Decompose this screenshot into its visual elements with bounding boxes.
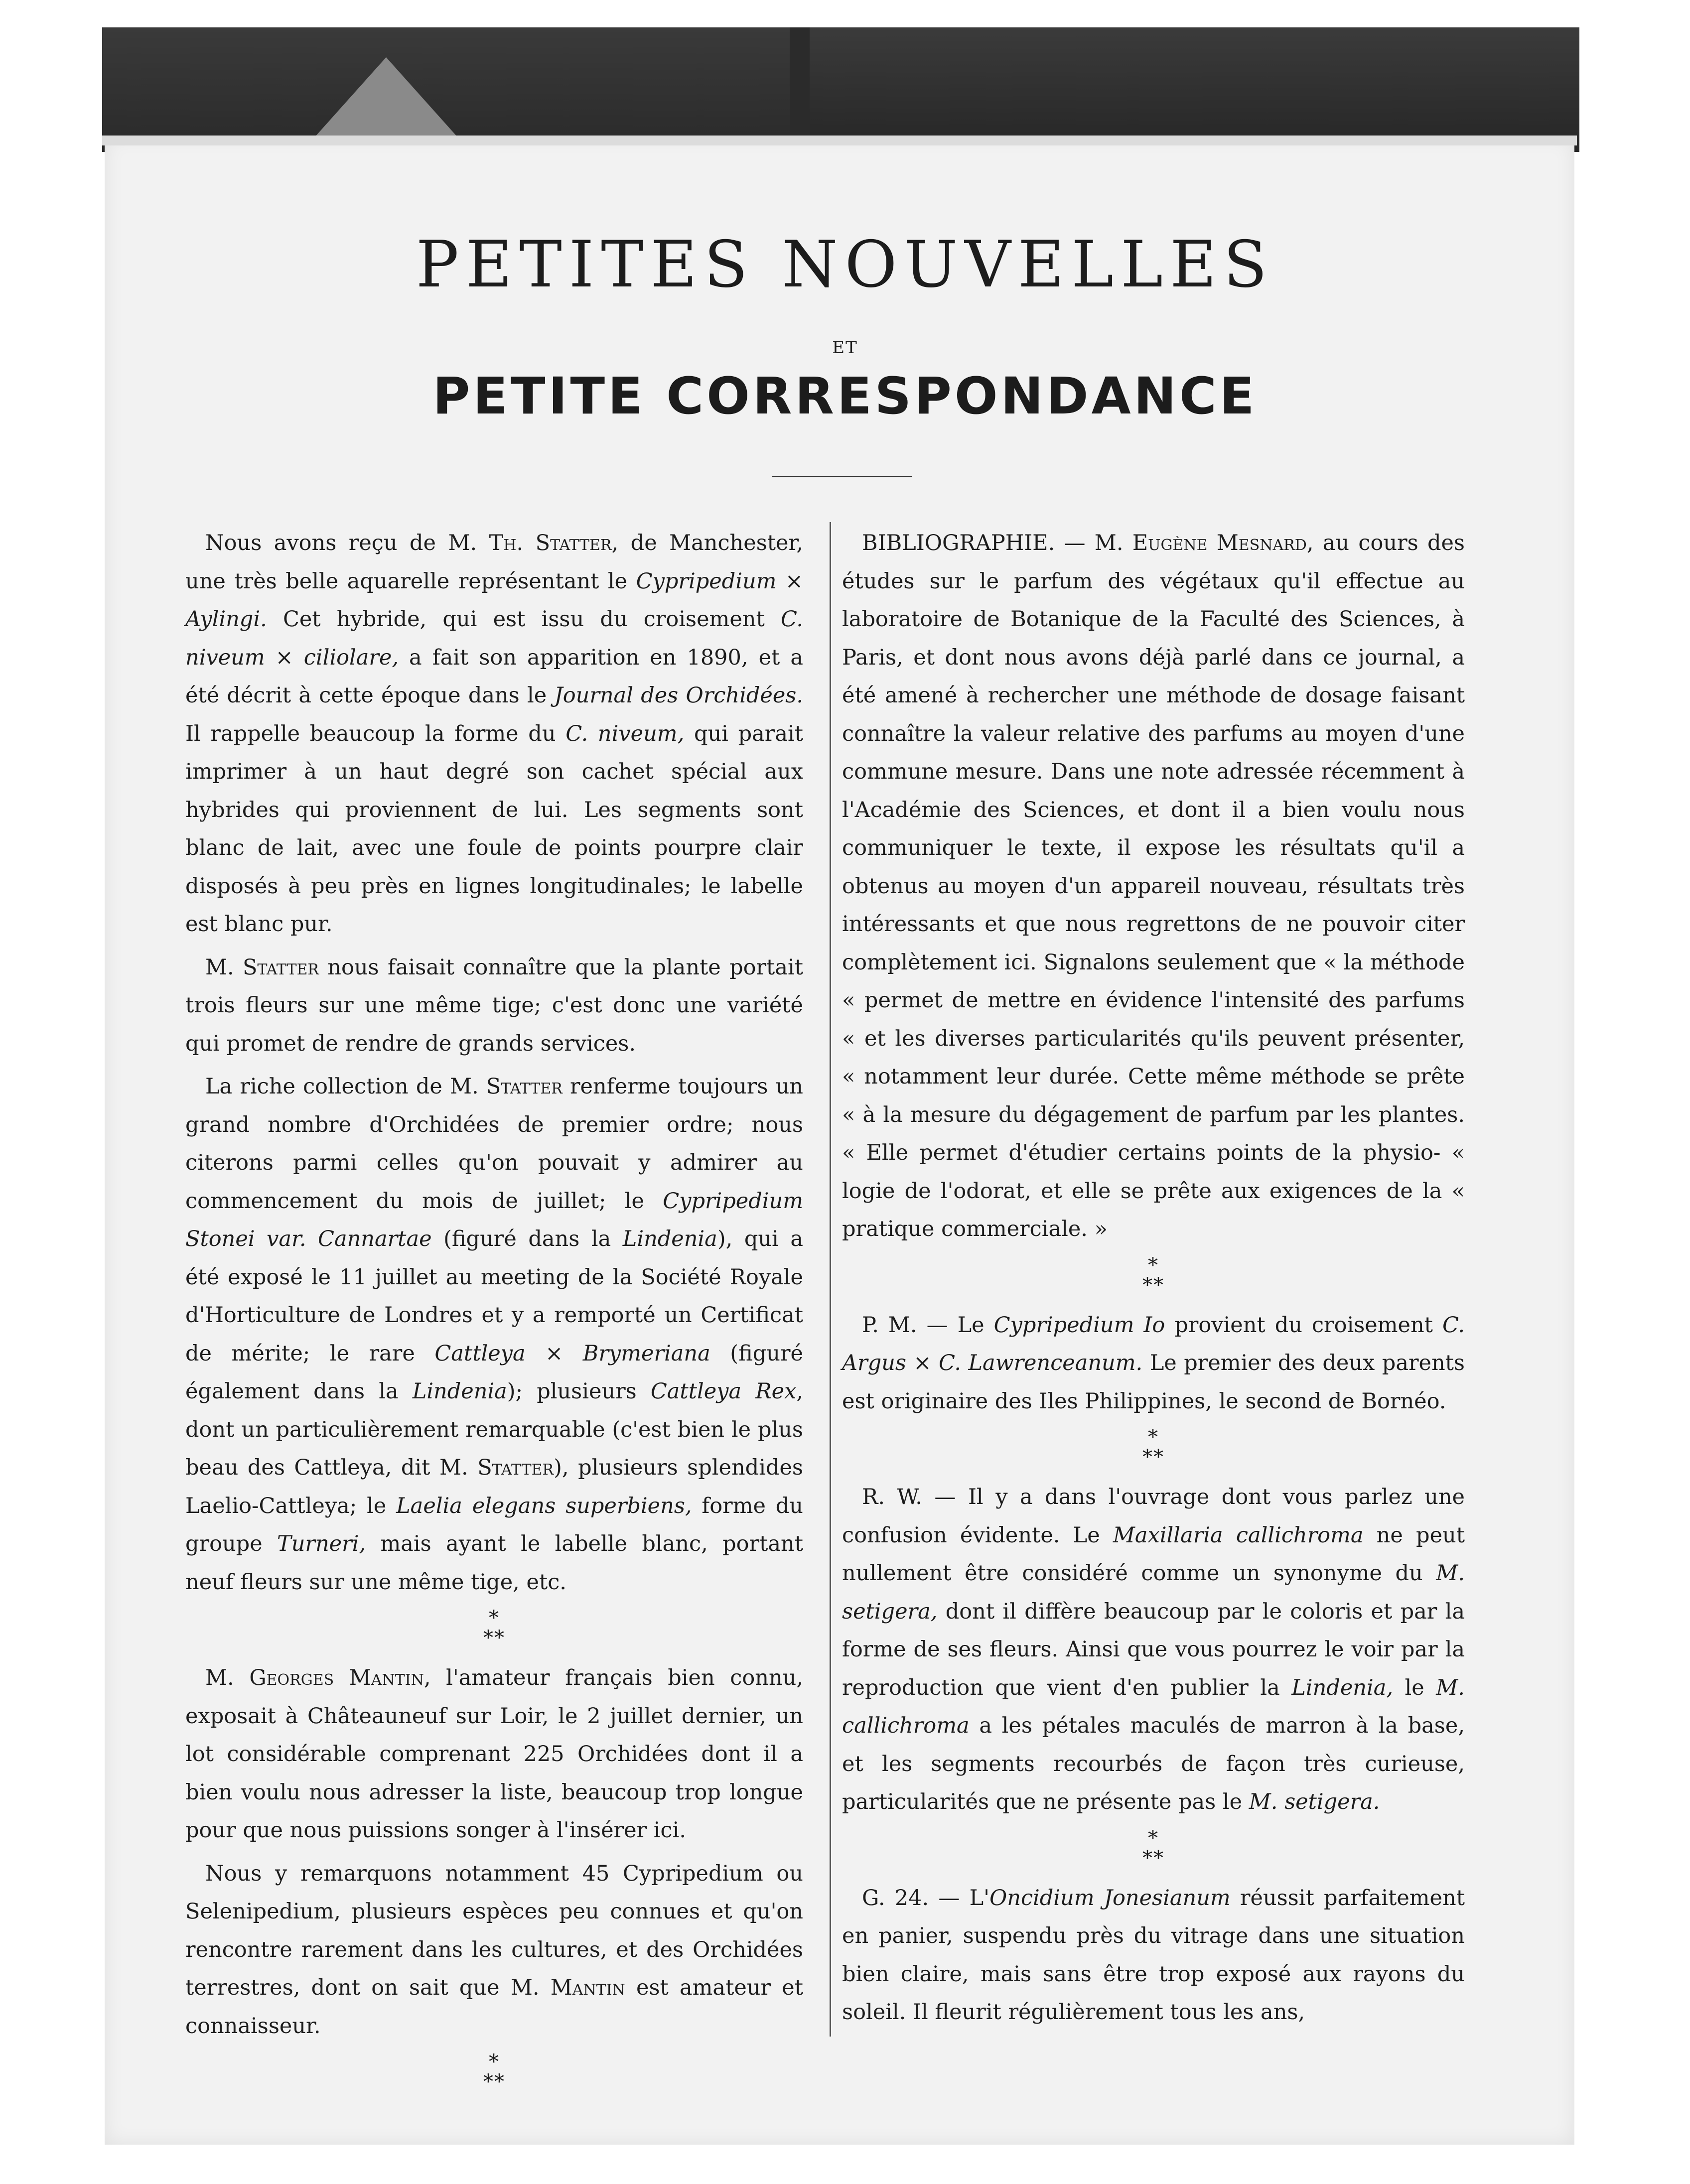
section-separator: * ** <box>1142 1253 1164 1297</box>
page-edge <box>102 136 1577 145</box>
column-divider <box>830 522 831 2037</box>
page-subtitle: PETITE CORRESPONDANCE <box>432 367 1258 426</box>
title-divider <box>772 476 912 477</box>
left-column <box>185 524 803 2103</box>
section-separator: * ** <box>483 2050 505 2093</box>
paragraph-bibliographie: BIBLIOGRAPHIE. — M. Eugène Mesnard, au cours des études sur le parfum des végétaux qu'il effectue au laboratoire de Botanique de la Faculté des Sciences, à Paris, et dont nous avons déjà parlé dans ce journal, a été amené à rechercher une méthode de dosage faisant connaître la valeur relative des parfums au moyen d'une commune mesure. Dans une note adressée récemment à l'Académie des Sciences, et dont il a bien voulu nous communiquer le texte, il expose les résultats qu'il a obtenus au moyen d'un appareil nouveau, résultats très intéressants et que nous regrettons de ne pouvoir citer complètement ici. Signalons seulement que « la méthode « permet de mettre en évidence l'intensité des parfums « et les diverses particularités qu'ils peuvent présenter, « notamment leur durée. Cette même méthode se prête « à la mesure du dégagement de parfum par les plantes. « Elle permet d'étudier certains points de la physio- « logie de l'odorat, et elle se prête aux exigences de la « pratique commerciale. » <box>842 531 1465 1241</box>
book-cover-right <box>810 27 1579 152</box>
paragraph-statter-aquarelle: Nous avons reçu de M. Th. Statter, de Manchester, une très belle aquarelle représentant le Cypripedium × Aylingi. Cet hybride, qui est issu du croisement C. niveum × ciliolare, a fait son apparition en 1890, et a été décrit à cette époque dans le Journal des Orchidées. Il rappelle beaucoup la forme du C. niveum, qui parait imprimer à un haut degré son cachet spécial aux hybrides qui proviennent de lui. Les segments sont blanc de lait, avec une foule de points pourpre clair disposés à peu près en lignes longitudinales; le labelle est blanc pur. <box>185 531 804 937</box>
scan-background <box>102 27 1579 152</box>
paragraph-mantin-exposition: M. Georges Mantin, l'amateur français bien connu, exposait à Châteauneuf sur Loir, le 2 juillet dernier, un lot considérable comprenant 225 Orchidées dont il a bien voulu nous adresser la liste, beaucoup trop longue pour que nous puissions songer à l'insérer ici. <box>185 1665 803 1843</box>
section-separator: * ** <box>1142 1426 1164 1469</box>
paragraph-reply-rw: R. W. — Il y a dans l'ouvrage dont vous parlez une confusion évidente. Le Maxillaria callichroma ne peut nullement être considéré comme un synonyme du M. setigera, dont il diffère beaucoup par le coloris et par la forme de ses fleurs. Ainsi que vous pourrez le voir par la reproduction que vient d'en publier la Lindenia, le M. callichroma a les pétales maculés de marron à la base, et les segments recourbés de façon très curieuse, particularités que ne présente pas le M. setigera. <box>842 1485 1465 1814</box>
paragraph-mantin-cypripedium: Nous y remarquons notamment 45 Cypripedium ou Selenipedium, plusieurs espèces peu connues et qu'on rencontre rarement dans les cultures, et des Orchidées terrestres, dont on sait que M. Mantin est amateur et connaisseur. <box>185 1861 803 2039</box>
paragraph-statter-collection: La riche collection de M. Statter renferme toujours un grand nombre d'Orchidées de premier ordre; nous citerons parmi celles qu'on pouvait y admirer au commencement du mois de juillet; le Cypripedium Stonei var. Cannartae (figuré dans la Lindenia), qui a été exposé le 11 juillet au meeting de la Société Royale d'Horticulture de Londres et y a remporté un Certificat de mérite; le rare Cattleya × Brymeriana (figuré également dans la Lindenia); plusieurs Cattleya Rex, dont un particulièrement remarquable (c'est bien le plus beau des Cattleya, dit M. Statter), plusieurs splendides Laelio-Cattleya; le Laelia elegans superbiens, forme du groupe Turneri, mais ayant le labelle blanc, portant neuf fleurs sur une même tige, etc. <box>185 1074 804 1595</box>
paragraph-reply-pm: P. M. — Le Cypripedium Io provient du croisement C. Argus × C. Lawrenceanum. Le premier des deux parents est originaire des Iles Philippines, le second de Bornéo. <box>842 1312 1465 1414</box>
right-column <box>842 524 1465 2032</box>
paragraph-statter-variety: M. Statter nous faisait connaître que la plante portait trois fleurs sur une même tige; c'est donc une variété qui promet de rendre de grands services. <box>185 955 803 1056</box>
section-separator: * ** <box>483 1607 505 1649</box>
title-connector: ET <box>832 338 858 358</box>
page-title: PETITES NOUVELLES <box>416 228 1274 302</box>
paragraph-reply-g24: G. 24. — L'Oncidium Jonesianum réussit parfaitement en panier, suspendu près du vitrage dans une situation bien claire, mais sans être trop exposé aux rayons du soleil. Il fleurit régulièrement tous les ans, <box>842 1885 1465 2025</box>
section-separator: * ** <box>1142 1826 1164 1870</box>
